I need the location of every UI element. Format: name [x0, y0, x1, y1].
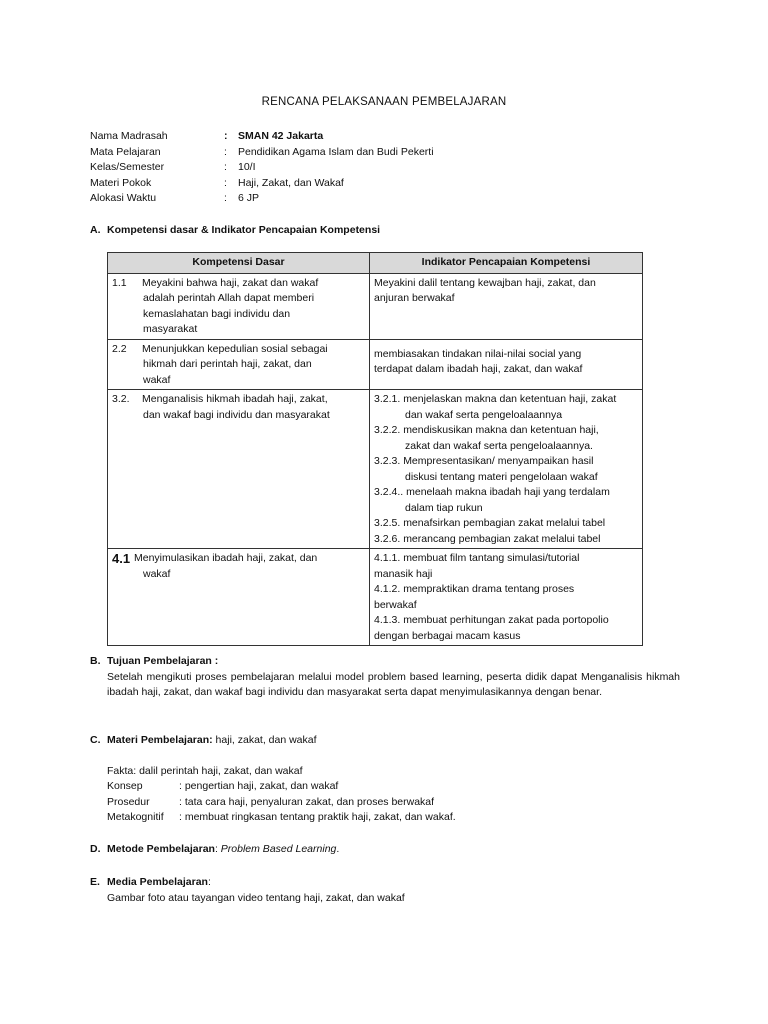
identity-block	[90, 129, 434, 207]
section-b-heading	[90, 654, 680, 670]
kd-text-line: wakaf	[143, 567, 171, 580]
section-letter: C.	[90, 734, 101, 746]
kd-text-line: masyarakat	[143, 323, 198, 335]
indicator-line: berwakaf	[374, 598, 417, 611]
indicator-line: 3.2.3. Mempresentasikan/ menyampaikan hasil	[374, 455, 594, 467]
section-a-heading	[90, 223, 680, 239]
identity-row	[90, 160, 434, 176]
identity-value: Haji, Zakat, dan Wakaf	[238, 176, 344, 189]
indicator-line: anjuran berwakaf	[374, 292, 455, 304]
indicator-line: 4.1.2. mempraktikan drama tentang proses	[374, 583, 575, 595]
section-c	[90, 733, 680, 826]
identity-label: Materi Pokok	[90, 176, 152, 189]
identity-value: 6 JP	[238, 192, 260, 205]
table-row	[108, 339, 643, 390]
indicator-line: 3.2.2. mendiskusikan makna dan ketentuan haji,	[374, 424, 599, 436]
heading-colon: :	[207, 876, 211, 888]
kd-text-line: wakaf	[143, 373, 171, 386]
identity-label: Mata Pelajaran	[90, 145, 161, 158]
kd-cell	[108, 390, 370, 549]
identity-colon: :	[224, 192, 227, 205]
material-value: : pengertian haji, zakat, dan wakaf	[179, 780, 339, 792]
kd-text-line: dan wakaf bagi individu dan masyarakat	[143, 408, 330, 421]
indicator-line: membiasakan tindakan nilai-nilai social yang	[374, 347, 582, 360]
kd-cell	[108, 273, 370, 339]
indicator-line: manasik haji	[374, 567, 433, 580]
indicator-item	[374, 485, 638, 516]
section-c-heading	[90, 733, 680, 749]
indicator-line: diskusi tentang materi pengelolaan wakaf	[405, 470, 598, 483]
section-d	[90, 842, 680, 858]
kd-text-line: Menganalisis hikmah ibadah haji, zakat,	[142, 393, 328, 405]
indicator-cell	[370, 549, 643, 646]
table-row	[108, 549, 643, 646]
column-header-indicator: Indikator Pencapaian Kompetensi	[370, 253, 643, 274]
identity-row	[90, 145, 434, 161]
indicator-line: dalam tiap rukun	[405, 501, 483, 514]
material-fakta: Fakta: dalil perintah haji, zakat, dan wakaf	[107, 764, 303, 777]
kd-number: 3.2.	[112, 393, 130, 405]
material-key: Konsep	[107, 780, 143, 792]
indicator-line: 3.2.5. menafsirkan pembagian zakat melalui tabel	[374, 517, 606, 529]
indicator-item	[374, 392, 638, 423]
heading-colon: :	[214, 843, 221, 855]
table-row	[108, 273, 643, 339]
kd-number: 1.1	[112, 276, 127, 289]
kd-text-line: Meyakini bahwa haji, zakat dan wakaf	[142, 276, 319, 289]
kd-text-line: adalah perintah Allah dapat memberi	[143, 292, 315, 304]
media-text: Gambar foto atau tayangan video tentang haji, zakat, dan wakaf	[107, 891, 405, 904]
section-heading: Metode Pembelajaran	[107, 843, 215, 855]
indicator-line: dengan berbagai macam kasus	[374, 629, 521, 642]
kd-number: 2.2	[112, 342, 127, 355]
indicator-line: 4.1.1. membuat film tantang simulasi/tutorial	[374, 552, 580, 564]
indicator-line: terdapat dalam ibadah haji, zakat, dan wakaf	[374, 363, 583, 375]
kd-number: 4.1	[112, 551, 131, 566]
indicator-item	[374, 532, 638, 548]
indicator-cell	[370, 339, 643, 390]
material-key: Prosedur	[107, 795, 150, 808]
kd-text-line: Menyimulasikan ibadah haji, zakat, dan	[134, 552, 318, 564]
indicator-line: 3.2.4.. menelaah makna ibadah haji yang terdalam	[374, 486, 610, 498]
table-header-row	[108, 253, 643, 274]
period: .	[336, 843, 340, 855]
indicator-item	[374, 423, 638, 454]
section-heading: Tujuan Pembelajaran :	[107, 655, 219, 667]
identity-colon: :	[224, 176, 227, 189]
identity-value: SMAN 42 Jakarta	[238, 130, 324, 142]
kd-cell	[108, 549, 370, 646]
indicator-item	[374, 516, 638, 532]
kd-text-line: hikmah dari perintah haji, zakat, dan	[143, 358, 312, 370]
indicator-cell	[370, 390, 643, 549]
indicator-line: 4.1.3. membuat perhitungan zakat pada portopolio	[374, 614, 609, 626]
table-row	[108, 390, 643, 549]
identity-row	[90, 129, 434, 145]
section-heading: Kompetensi dasar & Indikator Pencapaian Kompetensi	[107, 224, 381, 236]
indicator-line: 3.2.1. menjelaskan makna dan ketentuan haji, zakat	[374, 393, 617, 405]
identity-value: 10/I	[238, 161, 256, 174]
material-value: : membuat ringkasan tentang praktik haji, zakat, dan wakaf.	[179, 811, 456, 823]
indicator-line: dan wakaf serta pengeloalaannya	[405, 408, 563, 421]
section-letter: B.	[90, 655, 101, 667]
indicator-item	[374, 454, 638, 485]
identity-label: Nama Madrasah	[90, 130, 168, 142]
kd-text-line: Menunjukkan kepedulian sosial sebagai	[142, 342, 328, 355]
competency-table	[107, 252, 643, 646]
identity-label: Kelas/Semester	[90, 161, 165, 174]
material-item	[107, 779, 680, 795]
indicator-line: 3.2.6. merancang pembagian zakat melalui tabel	[374, 532, 601, 545]
section-heading-rest: haji, zakat, dan wakaf	[212, 734, 317, 746]
indicator-cell	[370, 273, 643, 339]
material-key: Metakognitif	[107, 811, 164, 823]
identity-colon: :	[224, 161, 227, 174]
material-list	[90, 764, 680, 826]
material-value: : tata cara haji, penyaluran zakat, dan proses berwakaf	[179, 795, 435, 808]
section-b	[90, 654, 680, 701]
section-e	[90, 875, 680, 906]
material-item	[107, 810, 680, 826]
learning-objective-text: Setelah mengikuti proses pembelajaran melalui model problem based learning, peserta didik dapat Menganalisis hikmah ibadah haji, zakat, dan wakaf bagi individu dan masyarakat serta dapat menyimulasikannya dengan benar.	[107, 670, 680, 698]
indicator-line: Meyakini dalil tentang kewajban haji, zakat, dan	[374, 276, 596, 289]
method-name: Problem Based Learning	[220, 843, 337, 855]
section-heading: Materi Pembelajaran:	[107, 734, 213, 746]
indicator-line: zakat dan wakaf serta pengeloalaannya.	[405, 439, 593, 452]
kd-text-line: kemaslahatan bagi individu dan	[143, 307, 291, 320]
section-e-heading	[90, 875, 680, 891]
section-letter: A.	[90, 224, 101, 236]
section-letter: D.	[90, 843, 101, 855]
identity-value: Pendidikan Agama Islam dan Budi Pekerti	[238, 145, 434, 158]
kd-cell	[108, 339, 370, 390]
section-heading: Media Pembelajaran	[107, 876, 208, 888]
column-header-kd: Kompetensi Dasar	[108, 253, 370, 274]
identity-colon: :	[224, 145, 227, 158]
identity-label: Alokasi Waktu	[90, 192, 157, 205]
page-title: RENCANA PELAKSANAAN PEMBELAJARAN	[261, 96, 507, 108]
identity-row	[90, 176, 434, 192]
identity-colon: :	[224, 130, 228, 142]
material-item	[107, 795, 680, 811]
identity-row	[90, 191, 434, 207]
section-letter: E.	[90, 876, 100, 888]
